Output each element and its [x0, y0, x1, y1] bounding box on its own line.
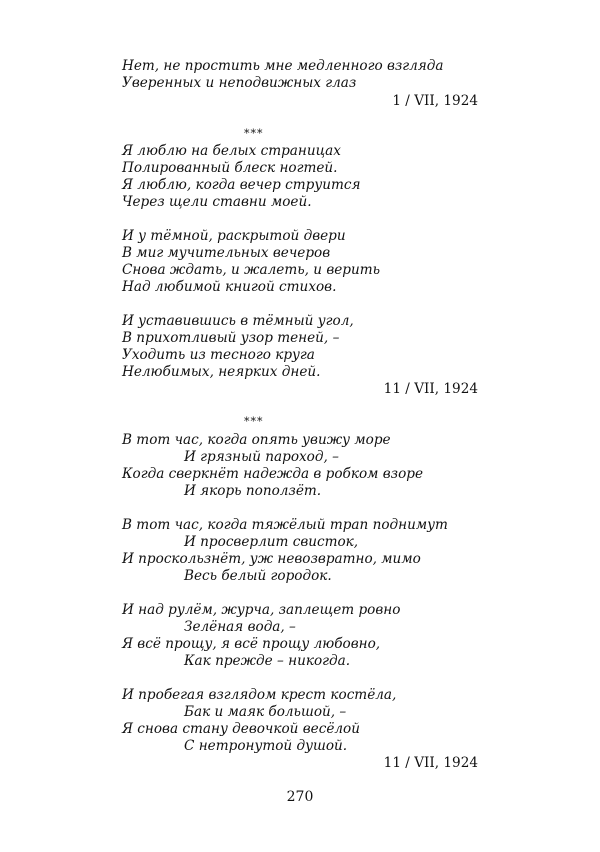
poem-date: 1 / VII, 1924 — [392, 93, 478, 109]
poem-line: И над рулём, журча, заплещет ровно — [122, 602, 401, 618]
poem-line: Уверенных и неподвижных глаз — [122, 75, 357, 91]
poem-line: Через щели ставни моей. — [122, 194, 312, 210]
poem-line-indented: И грязный пароход, – — [184, 449, 339, 465]
section-separator: *** — [244, 415, 264, 428]
poem-line: И уставившись в тёмный угол, — [122, 313, 354, 329]
poem-line: Я всё прощу, я всё прощу любовно, — [122, 636, 381, 652]
poem-line: И у тёмной, раскрытой двери — [122, 228, 346, 244]
poem-line: Над любимой книгой стихов. — [122, 279, 337, 295]
poem-line: Снова ждать, и жалеть, и верить — [122, 262, 381, 278]
poem-line-indented: Весь белый городок. — [184, 568, 332, 584]
poem-line: В тот час, когда опять увижу море — [122, 432, 391, 448]
poem-line: Я люблю, когда вечер струится — [122, 177, 361, 193]
poem-line: Когда сверкнёт надежда в робком взоре — [122, 466, 423, 482]
poem-line: Я люблю на белых страницах — [122, 143, 341, 159]
poem-line: И пробегая взглядом крест костёла, — [122, 687, 397, 703]
poem-line: В миг мучительных вечеров — [122, 245, 331, 261]
poem-line-indented: Бак и маяк большой, – — [184, 704, 347, 720]
section-separator: *** — [244, 127, 264, 140]
poem-line: Я снова стану девочкой весёлой — [122, 721, 360, 737]
poem-line: Нелюбимых, неярких дней. — [122, 364, 321, 380]
poem-date: 11 / VII, 1924 — [383, 755, 478, 771]
poem-line-indented: Зелёная вода, – — [184, 619, 296, 635]
poem-date: 11 / VII, 1924 — [383, 381, 478, 397]
poem-line-indented: Как прежде – никогда. — [184, 653, 351, 669]
page-number: 270 — [286, 789, 314, 805]
poem-line: Полированный блеск ногтей. — [122, 160, 338, 176]
poem-line-indented: И якорь поползёт. — [184, 483, 322, 499]
poem-line-indented: С нетронутой душой. — [184, 738, 348, 754]
poem-line: И проскользнёт, уж невозвратно, мимо — [122, 551, 421, 567]
poem-line: Нет, не простить мне медленного взгляда — [122, 58, 444, 74]
poem-line: В прихотливый узор теней, – — [122, 330, 340, 346]
poem-line: В тот час, когда тяжёлый трап поднимут — [122, 517, 448, 533]
poem-line: Уходить из тесного круга — [122, 347, 315, 363]
poem-line-indented: И просверлит свисток, — [184, 534, 359, 550]
